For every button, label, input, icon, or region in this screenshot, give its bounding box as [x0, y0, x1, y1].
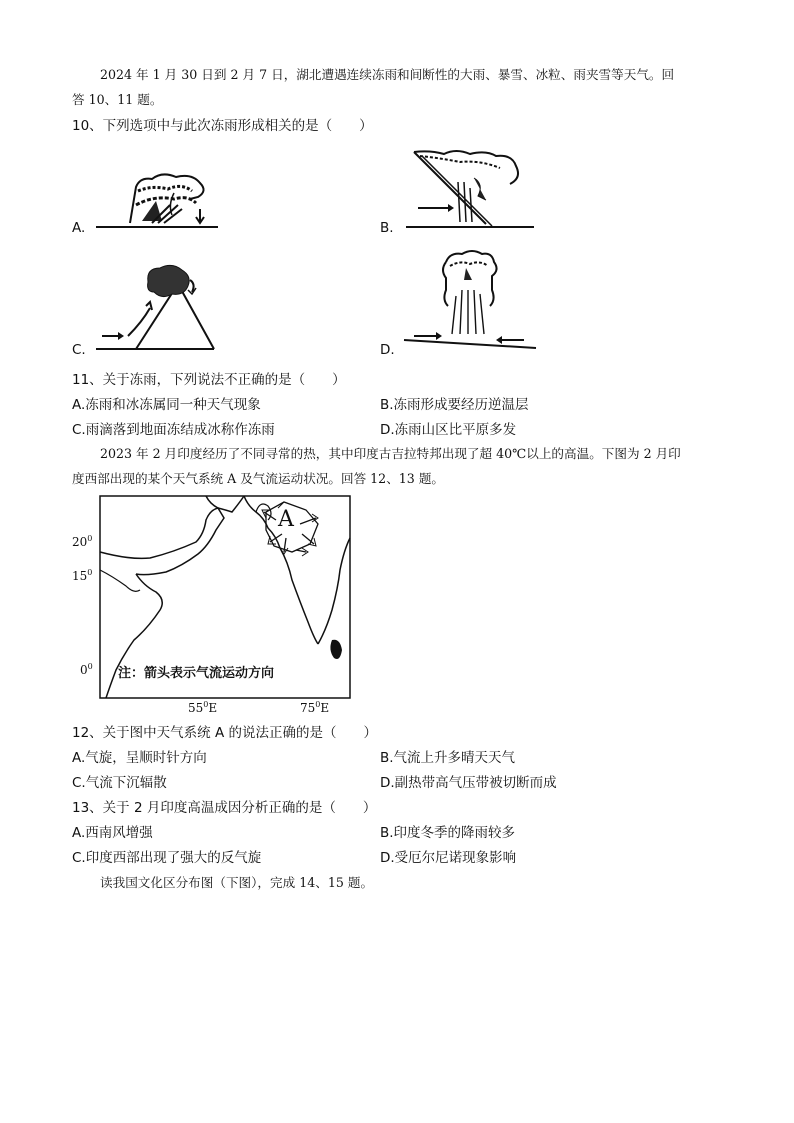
intro-passage-line1: 2024 年 1 月 30 日到 2 月 7 日，湖北遭遇连续冻雨和间断性的大雨、暴雪、冰粒、雨夹雪等天气。回: [100, 67, 675, 82]
figure-option-c: [92, 262, 222, 354]
question-11-option-b[interactable]: B.冻雨形成要经历逆温层: [380, 397, 529, 413]
question-10-stem: 10、下列选项中与此次冻雨形成相关的是（ ）: [72, 118, 373, 134]
longitude-55-label: $55^0E$: [188, 700, 218, 715]
question-11-option-c[interactable]: C.雨滴落到地面冻结成冰称作冻雨: [72, 422, 275, 438]
latitude-15-label: $15^0$: [72, 568, 93, 583]
intro-passage-2-line1: 2023 年 2 月印度经历了不同寻常的热，其中印度古吉拉特邦出现了超 40℃以上的高温。下图为 2 月印: [100, 446, 681, 461]
question-13-option-b[interactable]: B.印度冬季的降雨较多: [380, 825, 516, 841]
question-12-option-a[interactable]: A.气旋，呈顺时针方向: [72, 750, 207, 766]
question-13-stem: 13、关于 2 月印度高温成因分析正确的是（ ）: [72, 800, 377, 816]
intro-passage-2-line2: 度西部出现的某个天气系统 A 及气流运动状况。回答 12、13 题。: [72, 471, 445, 486]
intro-passage-3: 读我国文化区分布图（下图），完成 14、15 题。: [100, 875, 374, 890]
longitude-75-label: $75^0E$: [300, 700, 330, 715]
latitude-20-label: $20^0$: [72, 534, 93, 549]
question-11-stem: 11、关于冻雨，下列说法不正确的是（ ）: [72, 372, 346, 388]
option-b-label[interactable]: B.: [380, 220, 394, 236]
question-13-option-d[interactable]: D.受厄尔尼诺现象影响: [380, 850, 517, 866]
latitude-0-label: $0^0$: [80, 662, 93, 677]
question-13-option-c[interactable]: C.印度西部出现了强大的反气旋: [72, 850, 262, 866]
figure-option-a: [92, 165, 222, 235]
question-11-option-d[interactable]: D.冻雨山区比平原多发: [380, 422, 517, 438]
map-note: 注：箭头表示气流运动方向: [118, 666, 275, 681]
question-11-option-a[interactable]: A.冻雨和冰冻属同一种天气现象: [72, 397, 261, 413]
figure-option-b: [400, 148, 540, 233]
weather-system-a-label: A: [278, 507, 294, 532]
figure-option-d: [400, 250, 540, 354]
option-a-label[interactable]: A.: [72, 220, 86, 236]
question-13-option-a[interactable]: A.西南风增强: [72, 825, 153, 841]
question-12-option-c[interactable]: C.气流下沉辐散: [72, 775, 167, 791]
option-c-label[interactable]: C.: [72, 342, 86, 358]
question-12-option-d[interactable]: D.副热带高气压带被切断而成: [380, 775, 557, 791]
india-weather-map: [70, 490, 360, 720]
question-12-stem: 12、关于图中天气系统 A 的说法正确的是（ ）: [72, 725, 377, 741]
option-d-label[interactable]: D.: [380, 342, 395, 358]
intro-passage-line2: 答 10、11 题。: [72, 92, 163, 107]
question-12-option-b[interactable]: B.气流上升多晴天天气: [380, 750, 516, 766]
